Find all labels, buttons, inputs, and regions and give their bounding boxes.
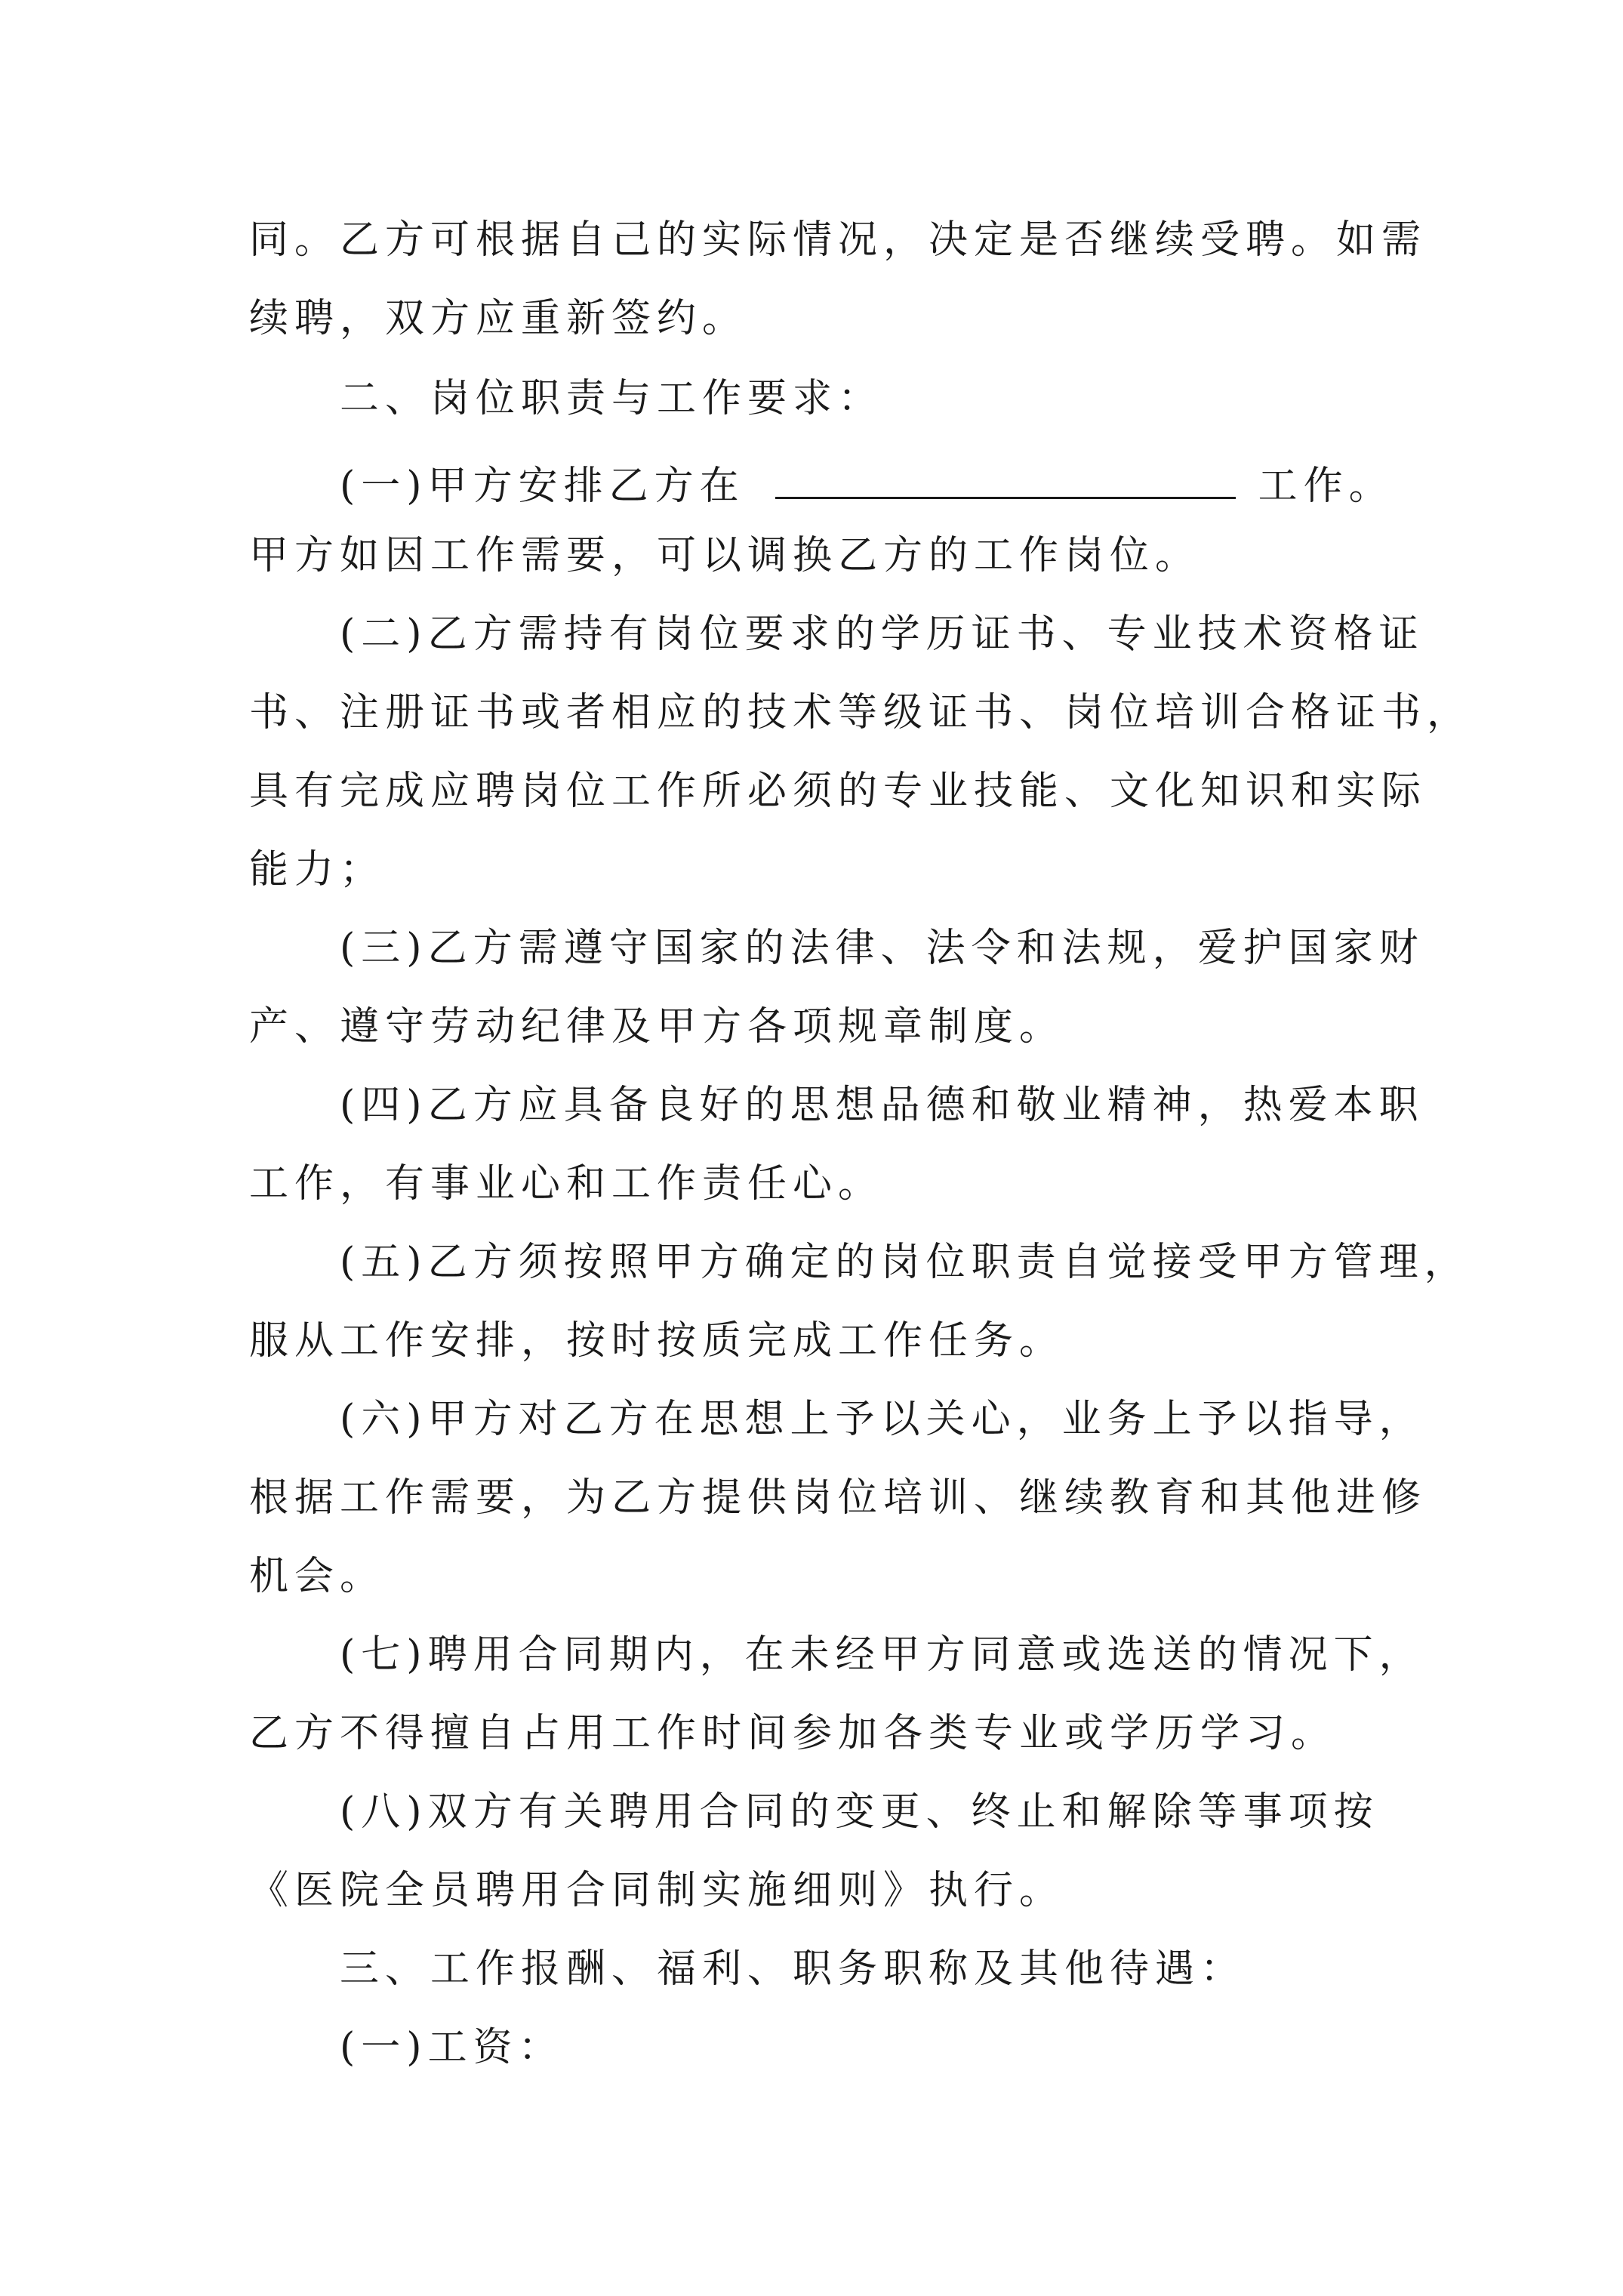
text-line: 甲方如因工作需要，可以调换乙方的工作岗位。 [249, 533, 1201, 578]
text-line: (五)乙方须按照甲方确定的岗位职责自觉接受甲方管理， [340, 1240, 1470, 1285]
section-heading: 二、岗位职责与工作要求： [340, 376, 884, 421]
text-line: (四)乙方应具备良好的思想品德和敬业精神，热爱本职 [340, 1083, 1424, 1128]
text-line: 能力； [249, 847, 386, 892]
fill-in-blank [775, 458, 1236, 499]
section-heading: 三、工作报酬、福利、职务职称及其他待遇： [340, 1946, 1246, 1992]
text-line: (一)工资： [340, 2025, 564, 2070]
text-line: (二)乙方需持有岗位要求的学历证书、专业技术资格证 [340, 612, 1424, 657]
text-line: 书、注册证书或者相应的技术等级证书、岗位培训合格证书， [249, 690, 1473, 735]
text-line: 《医院全员聘用合同制实施细则》执行。 [249, 1868, 1065, 1913]
text-line: 乙方不得擅自占用工作时间参加各类专业或学历学习。 [249, 1711, 1337, 1756]
text-line: 具有完成应聘岗位工作所必须的专业技能、文化知识和实际 [249, 769, 1427, 814]
text-line: 同。乙方可根据自己的实际情况，决定是否继续受聘。如需 [249, 217, 1427, 263]
text-line: (六)甲方对乙方在思想上予以关心，业务上予以指导， [340, 1397, 1424, 1442]
text-line: 服从工作安排，按时按质完成工作任务。 [249, 1318, 1065, 1364]
text-line: 工作，有事业心和工作责任心。 [249, 1161, 884, 1207]
text-segment: 工作。 [1258, 464, 1394, 509]
text-line: (三)乙方需遵守国家的法律、法令和法规，爱护国家财 [340, 926, 1424, 971]
text-line-with-blank [340, 458, 1394, 509]
text-line: (八)双方有关聘用合同的变更、终止和解除等事项按 [340, 1789, 1379, 1835]
text-line: 根据工作需要，为乙方提供岗位培训、继续教育和其他进修 [249, 1475, 1427, 1521]
text-line: 机会。 [249, 1554, 386, 1599]
text-segment: (一)甲方安排乙方在 [340, 464, 745, 509]
text-line: 续聘，双方应重新签约。 [249, 296, 748, 341]
text-line: (七)聘用合同期内，在未经甲方同意或选送的情况下， [340, 1632, 1424, 1678]
text-line: 产、遵守劳动纪律及甲方各项规章制度。 [249, 1004, 1065, 1049]
